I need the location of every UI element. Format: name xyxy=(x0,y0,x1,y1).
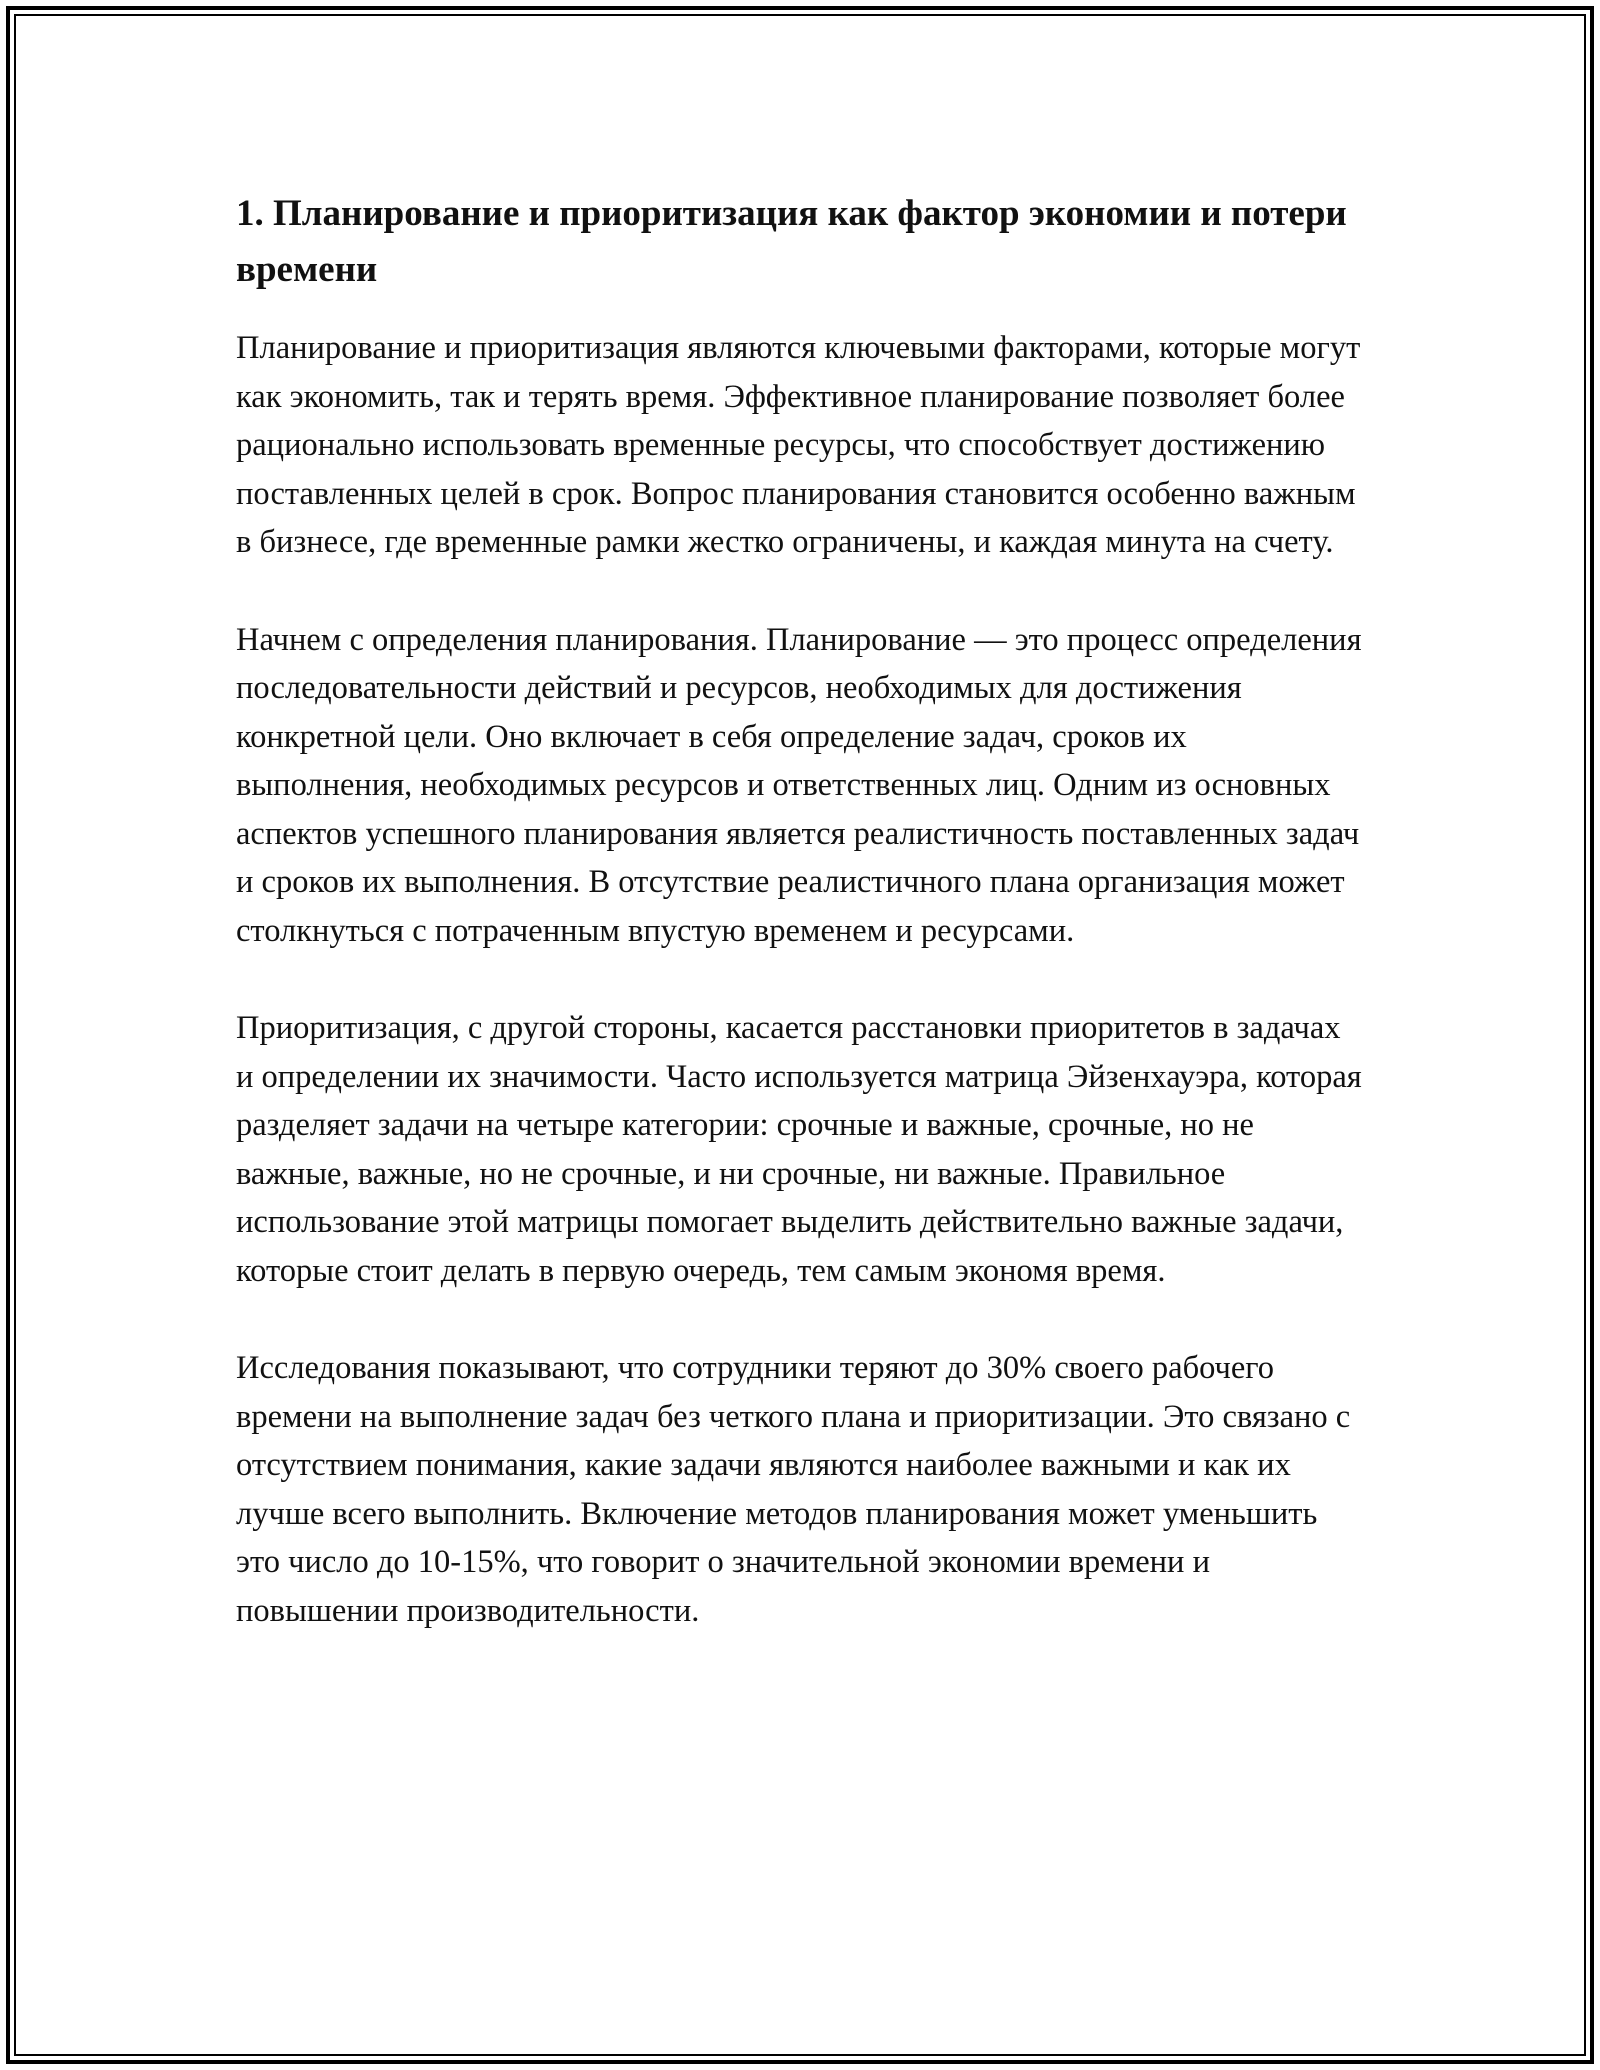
paragraph-prioritization: Приоритизация, с другой стороны, касается расстановки приоритетов в задачах и определении их значимости. Часто используется матрица Эйзенхауэра, которая разделяет задачи на четыре категории: срочные и важные, срочные, но не важные, важные, но не срочные, и ни срочные, ни важные. Правильное использование этой матрицы помогает выделить действительно важные задачи, которые стоит делать в первую очередь, тем самым экономя время. xyxy=(236,1010,1362,1289)
section-heading: 1. Планирование и приоритизация как фактор экономии и потери времени xyxy=(236,193,1347,290)
paragraph-intro: Планирование и приоритизация являются ключевыми факторами, которые могут как экономить, так и терять время. Эффективное планирование позволяет более рационально использовать временные ресурсы, что способствует достижению поставленных целей в срок. Вопрос планирования становится особенно важным в бизнесе, где временные рамки жестко ограничены, и каждая минута на счету. xyxy=(236,330,1361,560)
document-body xyxy=(236,186,1366,1684)
paragraph-research: Исследования показывают, что сотрудники теряют до 30% своего рабочего времени на выполнение задач без четкого плана и приоритизации. Это связано с отсутствием понимания, какие задачи являются наиболее важными и как их лучше всего выполнить. Включение методов планирования может уменьшить это число до 10-15%, что говорит о значительной экономии времени и повышении производительности. xyxy=(236,1350,1351,1629)
paragraph-planning-definition: Начнем с определения планирования. Планирование — это процесс определения последовательности действий и ресурсов, необходимых для достижения конкретной цели. Оно включает в себя определение задач, сроков их выполнения, необходимых ресурсов и ответственных лиц. Одним из основных аспектов успешного планирования является реалистичность поставленных задач и сроков их выполнения. В отсутствие реалистичного плана организация может столкнуться с потраченным впустую временем и ресурсами. xyxy=(236,621,1362,949)
